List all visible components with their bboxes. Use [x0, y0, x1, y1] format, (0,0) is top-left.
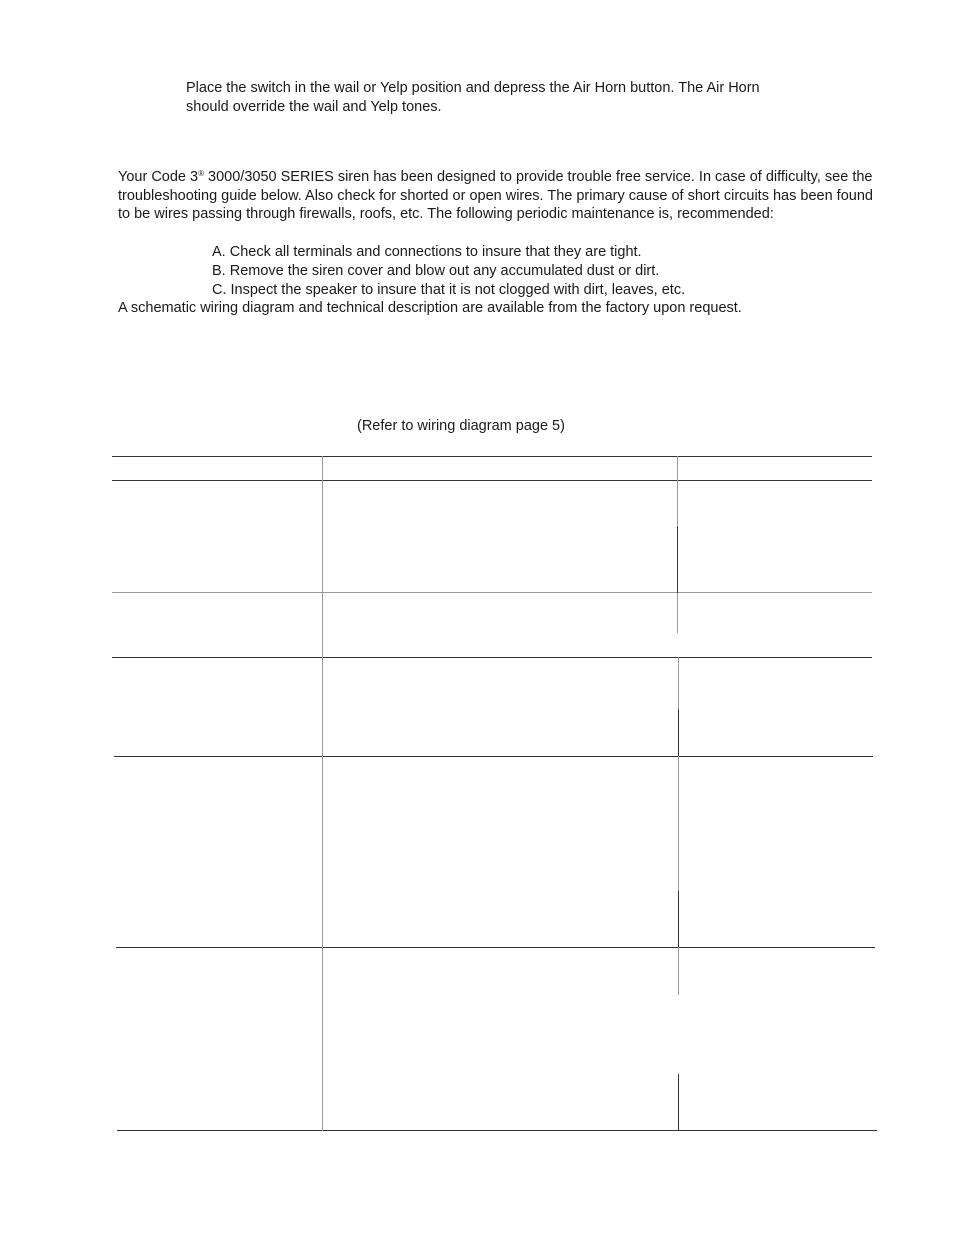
table-header-bottom-rule — [112, 480, 872, 481]
table-row-rule — [114, 756, 873, 757]
maintenance-intro — [118, 168, 878, 224]
column-divider-2 — [678, 947, 679, 995]
maintenance-intro-rest: 3000/3050 SERIES siren has been designed to provide trouble free service. In case of difficulty, see the troubleshooting guide below. Also check for shorted or open wires. The primary cause of short circuits has been found to be wires passing through firewalls, roofs, etc. The following periodic maintenance is, recommended: — [118, 169, 873, 223]
maintenance-item-c: C. Inspect the speaker to insure that it is not clogged with dirt, leaves, etc. — [212, 281, 686, 298]
registered-mark: ® — [198, 169, 204, 178]
table-row-rule — [116, 947, 875, 948]
maintenance-item-b: B. Remove the siren cover and blow out any accumulated dust or dirt. — [212, 262, 660, 279]
table-row-rule — [112, 657, 872, 658]
maintenance-item-a: A. Check all terminals and connections to insure that they are tight. — [212, 244, 642, 260]
table-bottom-rule — [117, 1130, 877, 1131]
column-divider-2 — [677, 593, 678, 633]
column-divider-2 — [678, 709, 679, 756]
column-divider-2 — [678, 657, 679, 709]
column-divider-1 — [322, 456, 323, 1131]
test-instruction-line-1: Place the switch in the wail or Yelp position and depress the Air Horn button. The Air Horn — [186, 80, 760, 96]
column-divider-2 — [678, 891, 679, 947]
refer-note: (Refer to wiring diagram page 5) — [357, 418, 565, 434]
table-row-rule — [112, 592, 872, 593]
test-instruction — [186, 79, 866, 116]
column-divider-2 — [678, 756, 679, 891]
test-instruction-line-2: should override the wail and Yelp tones. — [186, 98, 442, 115]
maintenance-intro-start: Your Code 3 — [118, 169, 199, 185]
column-divider-2 — [678, 1074, 679, 1131]
column-divider-2 — [677, 527, 678, 593]
maintenance-closing: A schematic wiring diagram and technical description are available from the factory upon request. — [118, 300, 742, 316]
table-header-top-rule — [112, 456, 872, 457]
column-divider-2 — [677, 456, 678, 527]
maintenance-list — [212, 243, 685, 300]
